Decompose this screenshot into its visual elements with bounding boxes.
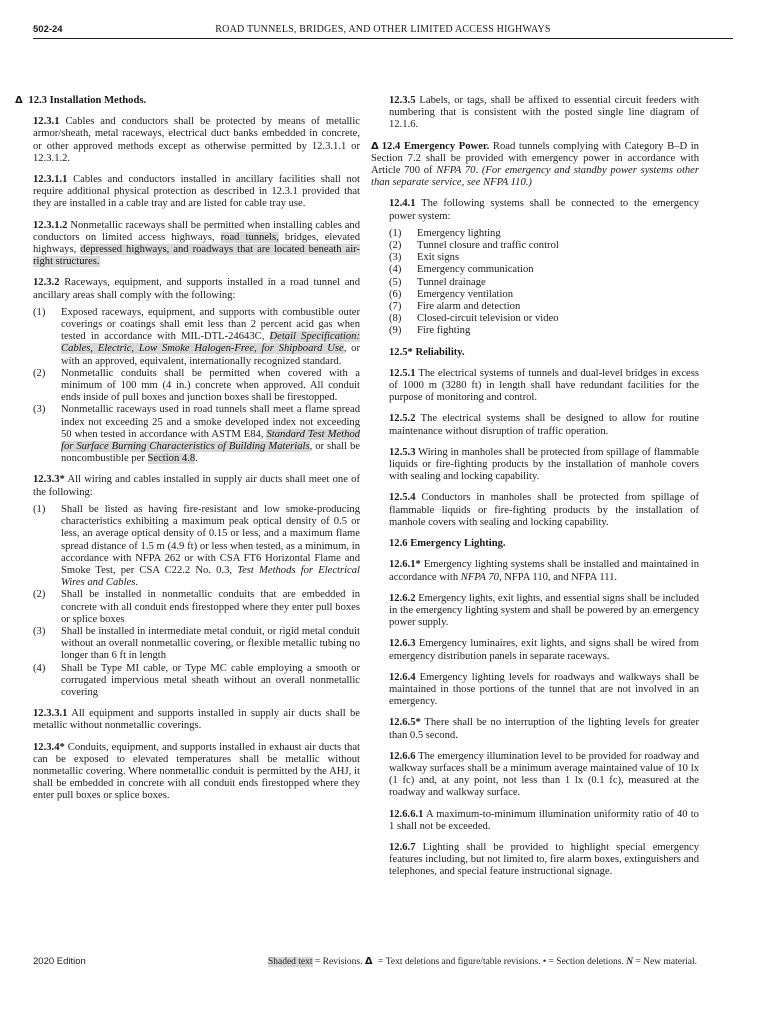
legend-shaded-sample: Shaded text (267, 957, 313, 967)
para-12-5-3: 12.5.3 Wiring in manholes shall be protected from spillage of flammable liquids or fire-fighting products by the installation of manhole covers with sealing and locking capability. (389, 446, 700, 483)
section-heading-12-5: 12.5* Reliability. (389, 346, 465, 358)
para-12-6-6-1: 12.6.6.1 A maximum-to-minimum illumination uniformity ratio of 40 to 1 shall not be exceeded. (389, 808, 699, 832)
list-item: (2) Tunnel closure and traffic control (389, 240, 559, 252)
list-item: (5) Tunnel drainage (389, 276, 486, 288)
revision-shading: road tunnels, (220, 231, 279, 243)
para-12-6-3: 12.6.3 Emergency luminaires, exit lights, and signs shall be wired from emergency distribution panels in separate raceways. (389, 638, 699, 662)
left-column (15, 95, 361, 812)
list-item: (1) Shall be listed as having fire-resistant and low smoke-producing characteristics exhibiting a maximum peak optical density of 0.5 or less, an average optical density of 0.15 or less, and a maximum flame spread distance of 1.5 m (4.9 ft) or less when tested, as a minimum, in accordance with NFPA 262 or with CSA FT6 Horizontal Flame and Smoke Test, per CSA C22.2 No. 0.3, Test Methods for Electrical Wires and Cables. (33, 503, 360, 589)
delta-icon: Δ (364, 956, 373, 967)
para-12-6-5: 12.6.5* There shall be no interruption of the lighting levels for greater than 0.5 second. (389, 717, 699, 741)
list-item: (4) Emergency communication (389, 264, 534, 276)
running-title: ROAD TUNNELS, BRIDGES, AND OTHER LIMITED ACCESS HIGHWAYS (215, 24, 551, 35)
running-header (33, 22, 733, 39)
revision-shading: depressed highways, and roadways that are located beneath air-right structures. (33, 244, 361, 268)
list-item: (2) Shall be installed in nonmetallic conduits that are embedded in concrete with all conduit ends firestopped where they enter pull boxes or splice boxes (33, 589, 360, 625)
list-item: (8) Closed-circuit television or video (389, 313, 559, 325)
list-item: (7) Fire alarm and detection (389, 301, 521, 313)
section-heading-12-6: 12.6 Emergency Lighting. (389, 538, 506, 550)
new-material-icon: N (626, 957, 634, 967)
revision-shading: Section 4.8 (147, 453, 196, 465)
list-item: (1) Exposed raceways, equipment, and supports with combustible outer coverings or coatings shall emit less than 2 percent acid gas when tested in accordance with MIL-DTL-24643C, Detail Specification: Cables, Electric, Low Smoke Halogen-Free, for Shipboard Use, or with an approved, equivalent, internationally recognized standard. (33, 306, 360, 367)
edition-label: 2020 Edition (33, 956, 86, 967)
para-12-6-1: 12.6.1* Emergency lighting systems shall be installed and maintained in accordance with NFPA 70, NFPA 110, and NFPA 111. (389, 559, 700, 583)
list-item: (4) Shall be Type MI cable, or Type MC cable employing a smooth or corrugated impervious metal sheath without an overall nonmetallic covering (33, 662, 360, 698)
list-12-3-2 (33, 307, 360, 466)
para-12-3-3-1: 12.3.3.1 All equipment and supports installed in supply air ducts shall be metallic without nonmetallic coverings. (33, 708, 360, 732)
list-item: (1) Emergency lighting (389, 227, 501, 239)
para-12-6-4: 12.6.4 Emergency lighting levels for roadways and walkways shall be maintained in those portions of the tunnel that are not involved in an emergency. (389, 671, 699, 708)
page-number: 502-24 (33, 24, 63, 35)
list-item: (3) Nonmetallic raceways used in road tunnels shall meet a flame spread index not exceeding 25 and a smoke developed index not exceeding 50 when tested in accordance with ASTM E84, Standard Test Method for Surface Burning Characteristics of Building Materials, or shall be noncombustible per Section 4.8. (33, 404, 360, 465)
para-12-3-2: 12.3.2 Raceways, equipment, and supports installed in a road tunnel and ancillary areas shall comply with the following: (33, 277, 360, 301)
delta-icon: Δ (15, 95, 23, 106)
section-heading-12-3: Δ 12.3 Installation Methods. (15, 95, 147, 106)
revision-shading: Standard Test Method for Surface Burning Characteristics of Building Materials (61, 428, 360, 453)
list-item: (6) Emergency ventilation (389, 288, 514, 300)
para-12-3-1-1: 12.3.1.1 Cables and conductors installed in ancillary facilities shall not require additional physical protection as described in 12.3.1 provided that they are installed in a cable tray and are listed for cable tray use. (33, 174, 360, 210)
para-12-6-6: 12.6.6 The emergency illumination level to be provided for roadway and walkway surfaces shall be a minimum average maintained value of 10 lx (1 fc) and, at any point, not less than 1 lx (0.1 fc), measured at the roadway and walkway surface. (389, 750, 699, 799)
para-12-3-4: 12.3.4* Conduits, equipment, and supports installed in exhaust air ducts that can be exposed to elevated temperatures shall be metallic without nonmetallic covering. Where nonmetallic conduit is permitted by the AHJ, it shall be embedded in concrete with all conduit ends firestopped where they enter pull boxes or splice boxes. (33, 741, 360, 802)
revision-shading: Detail Specification: Cables, Electric, Low Smoke Halogen-Free, for Shipboard Use (61, 331, 360, 355)
list-12-3-3 (33, 504, 360, 699)
para-12-6-2: 12.6.2 Emergency lights, exit lights, and essential signs shall be included in the emergency lighting system and shall be powered by an emergency power supply. (389, 592, 699, 629)
revision-legend: Shaded text = Revisions. Δ = Text deletions and figure/table revisions. • = Section deletions. N = New material. (267, 956, 697, 967)
para-12-4: Δ 12.4 Emergency Power. Road tunnels complying with Category B–D in Section 7.2 shall be provided with emergency power in accordance with Article 700 of NFPA 70. (For emergency and standby power systems other than separate service, see NFPA 110.) (371, 140, 700, 189)
bullet-icon: • (542, 957, 547, 967)
list-12-4-1 (389, 228, 699, 338)
para-12-5-1: 12.5.1 The electrical systems of tunnels and dual-level bridges in excess of 1000 m (3280 ft) in length shall have redundant facilities for the purpose of monitoring and control. (389, 367, 699, 404)
para-12-5-4: 12.5.4 Conductors in manholes shall be protected from spillage of flammable liquids or fire-fighting products by the installation of manhole covers with sealing and locking capability. (389, 492, 699, 528)
list-item: (9) Fire fighting (389, 325, 471, 337)
para-12-5-2: 12.5.2 The electrical systems shall be designed to allow for routine maintenance without disruption of traffic operation. (389, 413, 699, 437)
para-12-6-7: 12.6.7 Lighting shall be provided to highlight special emergency features including, but not limited to, fire alarm boxes, extinguishers and telephones, and special feature instructional signage. (389, 841, 699, 878)
delta-icon: Δ (371, 140, 379, 152)
list-item: (3) Shall be installed in intermediate metal conduit, or rigid metal conduit without an overall nonmetallic covering, or flexible metallic tubing no longer than 6 ft in length (33, 625, 360, 662)
right-column (371, 95, 700, 888)
list-item: (2) Nonmetallic conduits shall be permitted when covered with a minimum of 100 mm (4 in.) concrete when approved. All conduit ends inside of pull boxes and junction boxes shall be firestopped. (33, 367, 360, 404)
para-12-3-5: 12.3.5 Labels, or tags, shall be affixed to essential circuit feeders with numbering that is consistent with the posted single line diagram of 12.1.6. (389, 95, 699, 131)
para-12-3-1: 12.3.1 Cables and conductors shall be protected by means of metallic armor/sheath, metal raceways, electrical duct banks embedded in concrete, or other approved methods except as otherwise permitted by 12.3.1.1 or 12.3.1.2. (33, 116, 361, 164)
para-12-3-3: 12.3.3* All wiring and cables installed in supply air ducts shall meet one of the following: (33, 474, 360, 498)
para-12-4-1: 12.4.1 The following systems shall be connected to the emergency power system: (389, 198, 699, 222)
list-item: (3) Exit signs (389, 252, 460, 264)
para-12-3-1-2: 12.3.1.2 Nonmetallic raceways shall be permitted when installing cables and conductors on limited access highways, road tunnels, bridges, elevated highways, depressed highways, and roadways that are located beneath air-right structures. (33, 219, 361, 268)
